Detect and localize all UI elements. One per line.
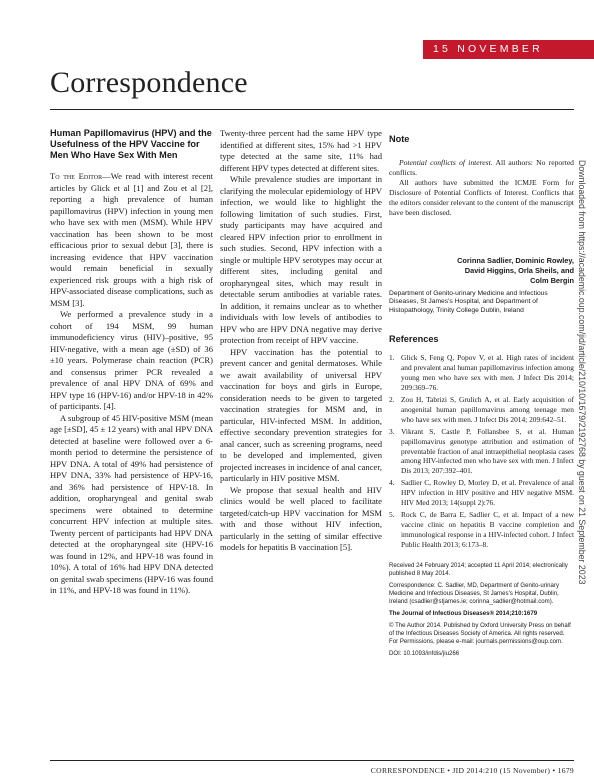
note-body bbox=[389, 158, 574, 218]
article-column-1 bbox=[50, 128, 213, 597]
reference-text: Rock C, de Barra E, Sadlier C, et al. Impact of a new vaccine clinic on hepatitis B vaccine completion and immunological response in a HIV-infected cohort. J Infect Public Health 2013; 6:173–8. bbox=[401, 509, 574, 549]
reference-item bbox=[389, 478, 574, 508]
article-paragraph: We propose that sexual health and HIV clinics would be well placed to facilitate targeted/catch-up HPV vaccination for MSM with and those without HIV infection, particularly in the setting of similar effective models for hepatitis B vaccination [5]. bbox=[220, 484, 382, 552]
author-line: David Higgins, Orla Sheils, and bbox=[464, 265, 574, 275]
page-footer: CORRESPONDENCE • JID 2014:210 (15 November) • 1679 bbox=[370, 766, 574, 775]
article-metadata bbox=[389, 562, 574, 658]
issue-date-banner: 15 NOVEMBER bbox=[423, 40, 594, 59]
reference-text: Zou H, Tabrizi S, Grulich A, et al. Early acquisition of anogenital human papillomavirus among teenage men who have sex with men. J Infect Dis 2014; 209:642–51. bbox=[401, 395, 574, 424]
reference-number: 4. bbox=[389, 478, 395, 488]
reference-text: Glick S, Feng Q, Popov V, et al. High rates of incident and prevalent anal human papillomavirus infection among young men who have sex with men. J Infect Dis 2014; 209:369–76. bbox=[401, 353, 574, 393]
doi: DOI: 10.1093/infdis/jiu266 bbox=[389, 649, 460, 657]
article-paragraph: HPV vaccination has the potential to prevent cancer and genital dermatoses. While we await availability of universal HPV vaccination for boys and girls in Europe, consideration needs to be given to targeted vaccination strategies for MSM and, in particular, HIV-infected MSM. In addition, effective secondary prevention strategies for anal cancer, such as screening programs, need to be developed and implemented, given projected increases in incidence of anal cancer, particularly in HIV positive MSM. bbox=[220, 346, 382, 483]
article-paragraph: We performed a prevalence study in a cohort of 194 MSM, 99 human immunodeficiency virus (HIV)–positive, 95 HIV-negative, with a mean age (±SD) of 36 ±10 years. Polymerase chain reaction (PCR) and consensus primer PCR revealed a prevalence of anal HPV DNA of 69% and HPV type 16 (HPV-16) and/or HPV-18 in 42% of participants. [4]. bbox=[50, 309, 213, 411]
reference-number: 5. bbox=[389, 509, 395, 519]
article-title: Human Papillomavirus (HPV) and the Usefulness of the HPV Vaccine for Men Who Have Sex With Men bbox=[50, 128, 212, 160]
references-heading: References bbox=[389, 333, 439, 344]
download-watermark: Downloaded from https://academic.oup.com/jid/article/210/10/1679/2192768 by guest on 21 September 2023 bbox=[577, 160, 587, 585]
article-paragraph: Twenty-three percent had the same HPV type identified at different sites, 15% had >1 HPV type detected at the same site, 11% had different HPV types detected at different sites. bbox=[220, 128, 382, 173]
reference-text: Sadlier C, Rowley D, Morley D, et al. Prevalence of anal HPV infection in HIV positive and HIV negative MSM. HIV Med 2013; 14(suppl 2):76. bbox=[401, 478, 574, 508]
author-affiliation: Department of Genito-urinary Medicine and Infectious Diseases, St James's Hospital, and Department of Histopathology, Trinity College Dublin, Ireland bbox=[389, 289, 548, 315]
reference-item bbox=[389, 395, 574, 425]
copyright-notice: © The Author 2014. Published by Oxford University Press on behalf of the Infectious Diseases Society of America. All rights reserved. For Permissions, please e-mail: journals.permissions@oup.com. bbox=[389, 621, 571, 645]
author-line: Colm Bergin bbox=[530, 275, 574, 285]
reference-list bbox=[389, 353, 574, 549]
conflicts-label: Potential conflicts of interest. bbox=[399, 157, 493, 167]
correspondence-address: Correspondence: C. Sadlier, MD, Department of Genito-urinary Medicine and Infectious Diseases, St James's Hospital, Dublin, Ireland (csadlier@stjames.ie; corinna_sadlier@hotmail.com). bbox=[389, 581, 560, 605]
notes-column bbox=[389, 128, 574, 662]
icmje-text: All authors have submitted the ICMJE Form for Disclosure of Potential Conflicts of Interest. Conflicts that the editors consider relevant to the content of the manuscript have been disclosed. bbox=[389, 177, 574, 217]
article-paragraph: A subgroup of 45 HIV-positive MSM (mean age [±SD], 45 ± 12 years) with anal HPV DNA detected at baseline were followed over a 6-month period to determine the persistence of HPV DNA. A total of 49% had persistence of HPV DNA, 33% had persistence of HPV-16, and 36% had persistence of HPV-18. In addition, oropharyngeal and genital swab specimens were obtained to determine concurrent HPV infection at multiple sites. Twenty percent of participants had HPV DNA detected at the oropharyngeal site (HPV-16 was found in 12%, and HPV-18 was found in 10%). A total of 16% had HPV DNA detected on genital swab specimens (HPV-16 was found in 11%, and HPV-18 was found in 11%). bbox=[50, 412, 213, 595]
reference-number: 1. bbox=[389, 353, 395, 363]
author-list bbox=[389, 256, 574, 286]
article-paragraph bbox=[50, 171, 213, 309]
reference-item bbox=[389, 427, 574, 477]
header-rule bbox=[50, 109, 574, 110]
article-column-2 bbox=[220, 128, 382, 554]
reference-text: Vikrant S, Castle P, Follansbee S, et al. Human papillomavirus genotype attribution and estimation of preventable fraction of anal intraepithelial neoplasia cases among HIV-infected men who have sex with men. J Infect Dis 2013; 207:392–401. bbox=[401, 426, 574, 476]
reference-item bbox=[389, 510, 574, 550]
footer-rule bbox=[50, 760, 574, 761]
reference-number: 3. bbox=[389, 426, 395, 436]
paragraph-text: —We read with interest recent articles by Glick et al [1] and Zou et al [2], reporting a high prevalence of human papillomavirus (HPV) infection in young men who have sex with men (MSM). While HPV vaccination has been shown to be most efficacious prior to sexual debut [3], there is increasing evidence that HPV vaccination would remain beneficial in sexually experienced risk groups with a high risk of HPV-associated disease complications, such as MSM [3]. bbox=[50, 171, 214, 308]
journal-citation: The Journal of Infectious Diseases® 2014;210:1679 bbox=[389, 609, 538, 617]
article-paragraph: While prevalence studies are important in clarifying the molecular epidemiology of HPV infection, we would like to highlight the following limitation of such studies. First, study participants may have acquired and cleared HPV infection prior to enrollment in such studies. Second, HPV infection with a single or multiple HPV serotypes may occur at different sites, including genital and oropharyngeal sites, which may result in detectable serum antibodies at variable rates. In addition, it remains unclear as to whether individuals with low levels of antibodies to HPV who are HPV DNA negative may derive protection from receipt of HPV vaccine. bbox=[220, 174, 382, 345]
section-title: Correspondence bbox=[50, 66, 248, 99]
salutation: To the Editor bbox=[50, 171, 103, 181]
reference-item bbox=[389, 353, 574, 393]
reference-number: 2. bbox=[389, 395, 395, 405]
received-dates: Received 24 February 2014; accepted 11 April 2014; electronically published 8 May 2014. bbox=[389, 561, 568, 577]
author-line: Corinna Sadlier, Dominic Rowley, bbox=[457, 255, 574, 265]
conflicts-text: All authors: No reported conflicts. bbox=[389, 157, 574, 177]
note-heading: Note bbox=[389, 134, 410, 144]
